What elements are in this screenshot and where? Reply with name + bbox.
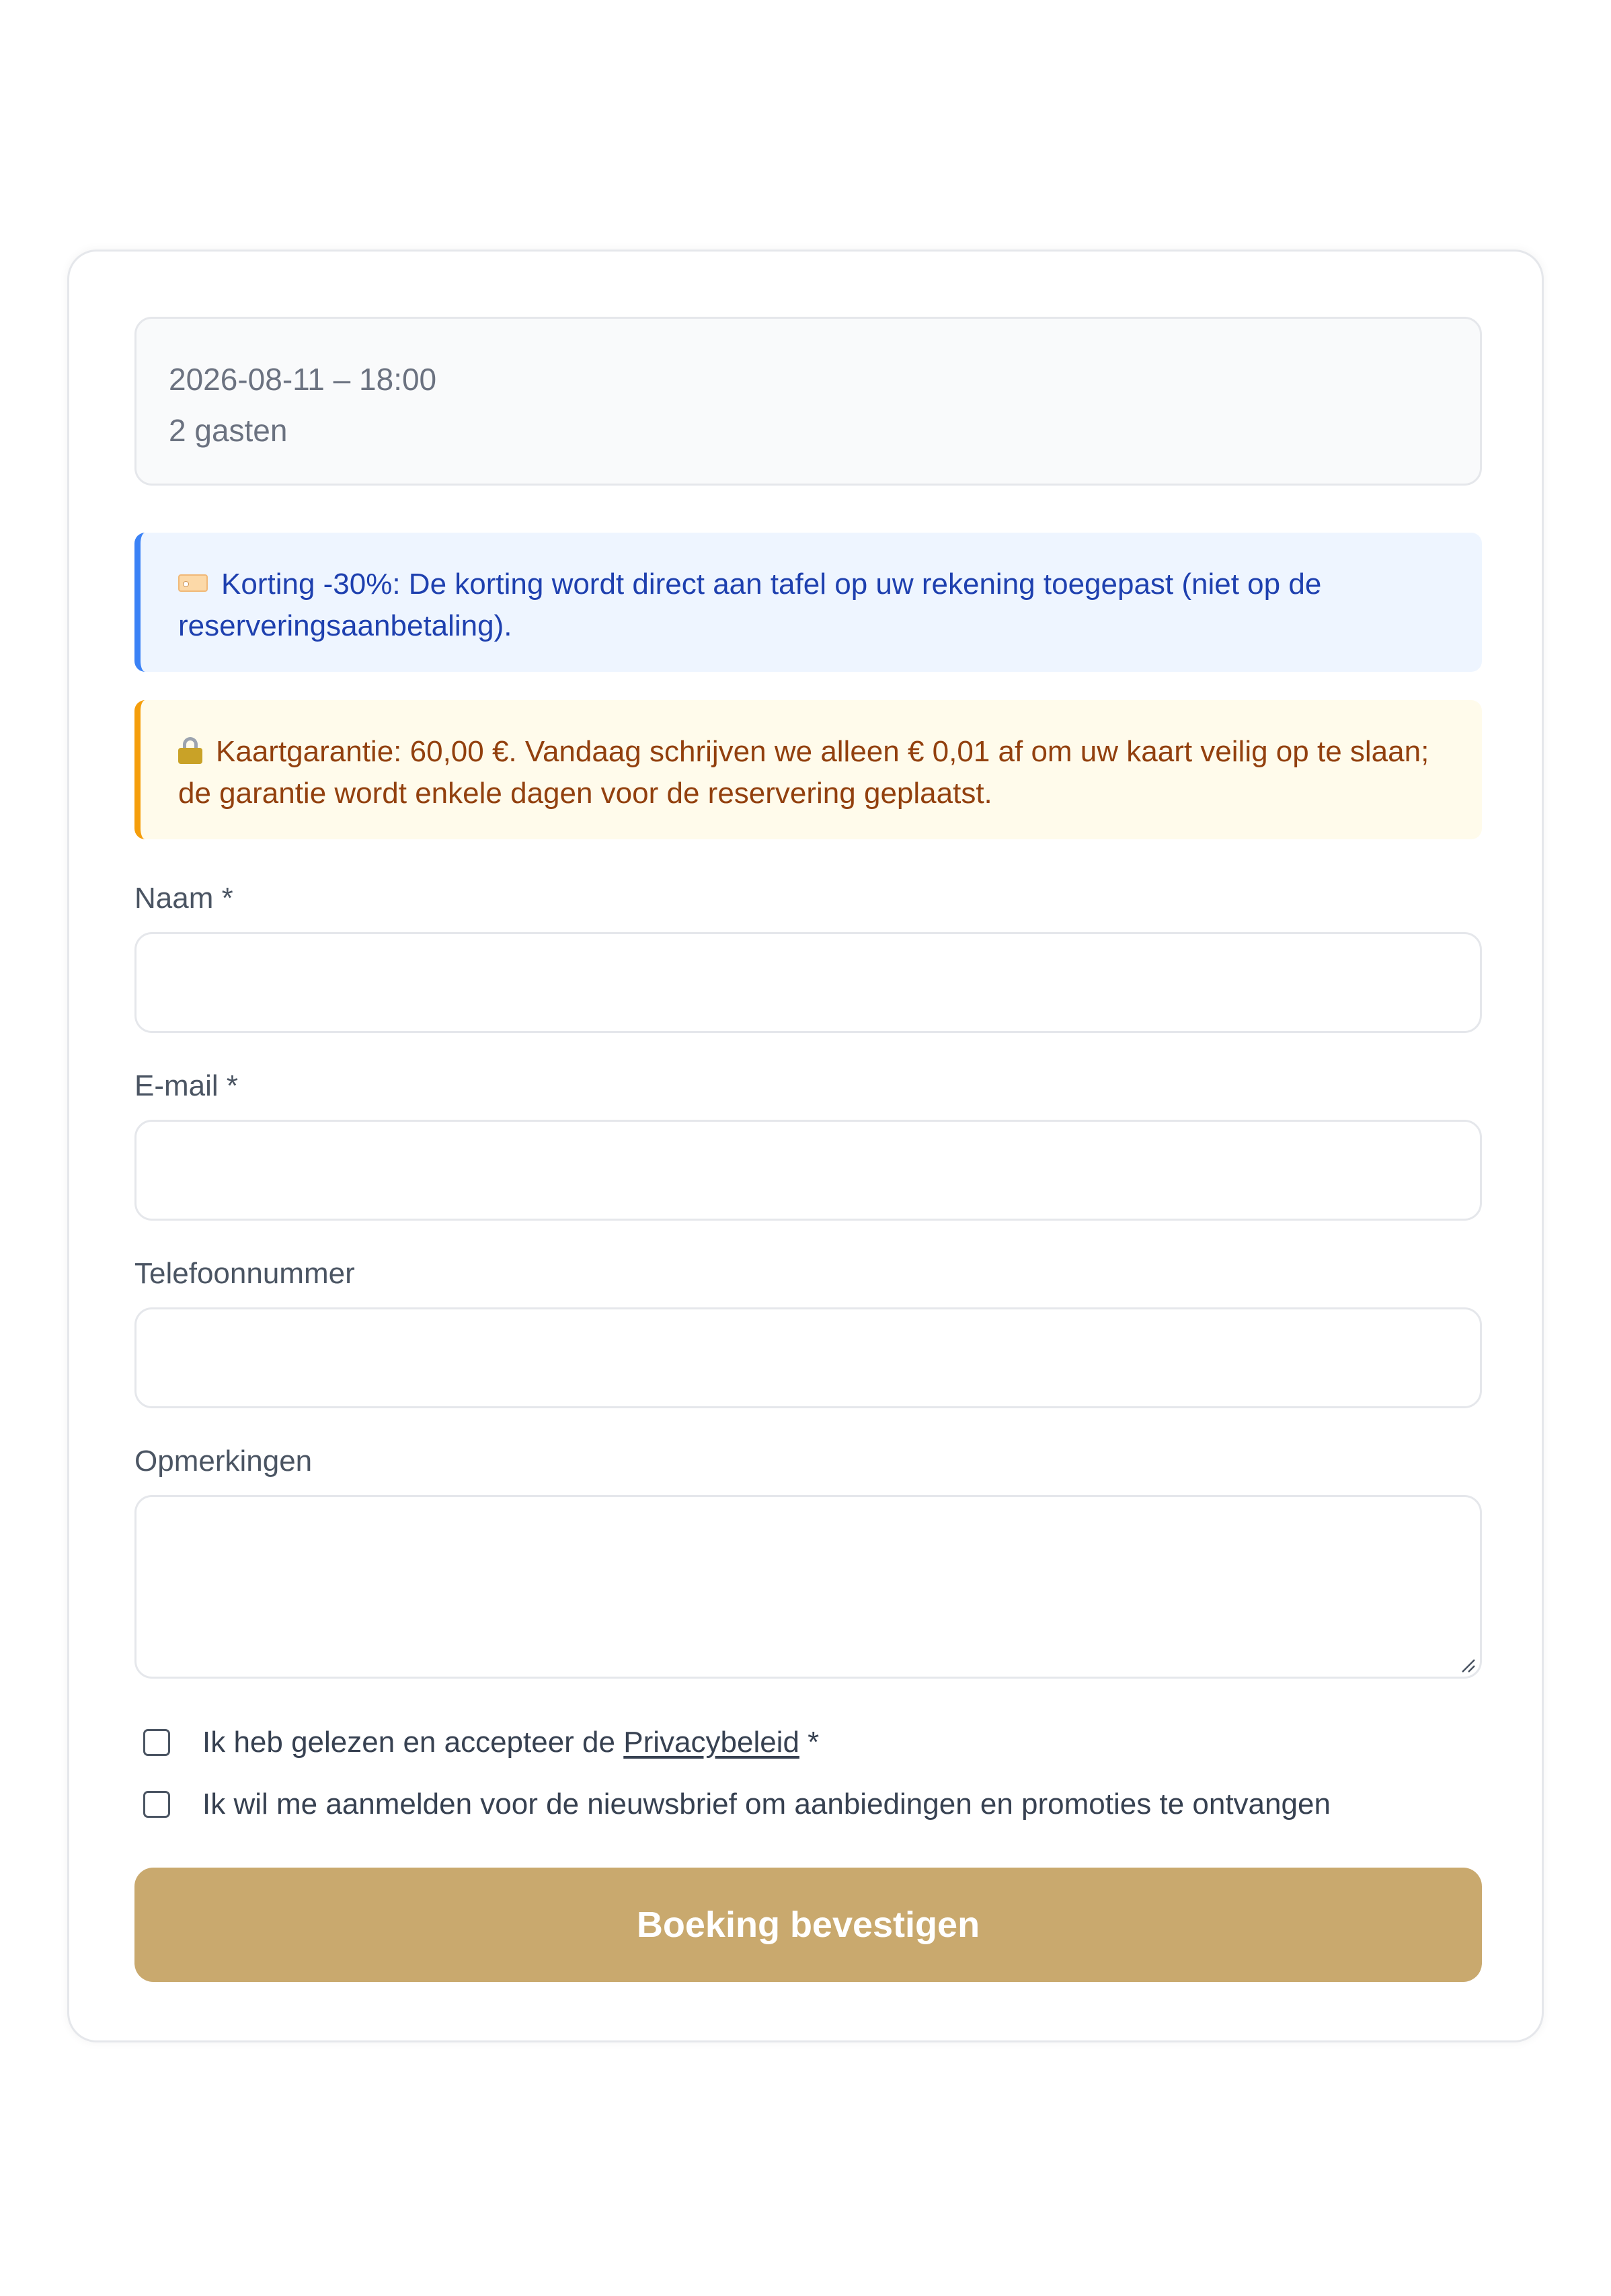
booking-datetime: 2026-08-11 – 18:00 — [169, 362, 437, 397]
card-guarantee-notice-text: Kaartgarantie: 60,00 €. Vandaag schrijven we alleen € 0,01 af om uw kaart veilig op te slaan; de garantie wordt enkele dagen voor de reservering geplaatst. — [178, 735, 1429, 810]
lock-icon — [178, 737, 202, 764]
discount-notice — [134, 533, 1482, 672]
booking-summary — [134, 317, 1482, 486]
discount-notice-text: Korting -30%: De korting wordt direct aan tafel op uw rekening toegepast (niet op de reserveringsaanbetaling). — [178, 568, 1322, 642]
notes-label: Opmerkingen — [134, 1445, 313, 1478]
email-label: E-mail * — [134, 1069, 239, 1102]
newsletter-consent-row — [143, 1787, 1331, 1822]
phone-input[interactable] — [134, 1307, 1482, 1408]
privacy-consent-row — [143, 1725, 819, 1760]
booking-guests: 2 gasten — [169, 413, 288, 448]
name-label: Naam * — [134, 882, 233, 915]
card-guarantee-notice — [134, 700, 1482, 839]
newsletter-consent-label: Ik wil me aanmelden voor de nieuwsbrief om aanbiedingen en promoties te ontvangen — [202, 1788, 1331, 1821]
privacy-checkbox[interactable] — [143, 1729, 170, 1756]
booking-form-card — [67, 250, 1544, 2042]
resize-handle-icon[interactable] — [1458, 1656, 1476, 1673]
name-input[interactable] — [134, 932, 1482, 1033]
newsletter-checkbox[interactable] — [143, 1791, 170, 1818]
phone-label: Telefoonnummer — [134, 1257, 355, 1290]
privacy-policy-link[interactable]: Privacybeleid — [623, 1726, 799, 1759]
email-input[interactable] — [134, 1120, 1482, 1221]
tag-icon — [178, 574, 208, 592]
confirm-booking-button[interactable]: Boeking bevestigen — [134, 1868, 1482, 1982]
privacy-consent-label: Ik heb gelezen en accepteer de Privacybeleid * — [202, 1726, 820, 1759]
notes-textarea[interactable] — [134, 1495, 1482, 1679]
